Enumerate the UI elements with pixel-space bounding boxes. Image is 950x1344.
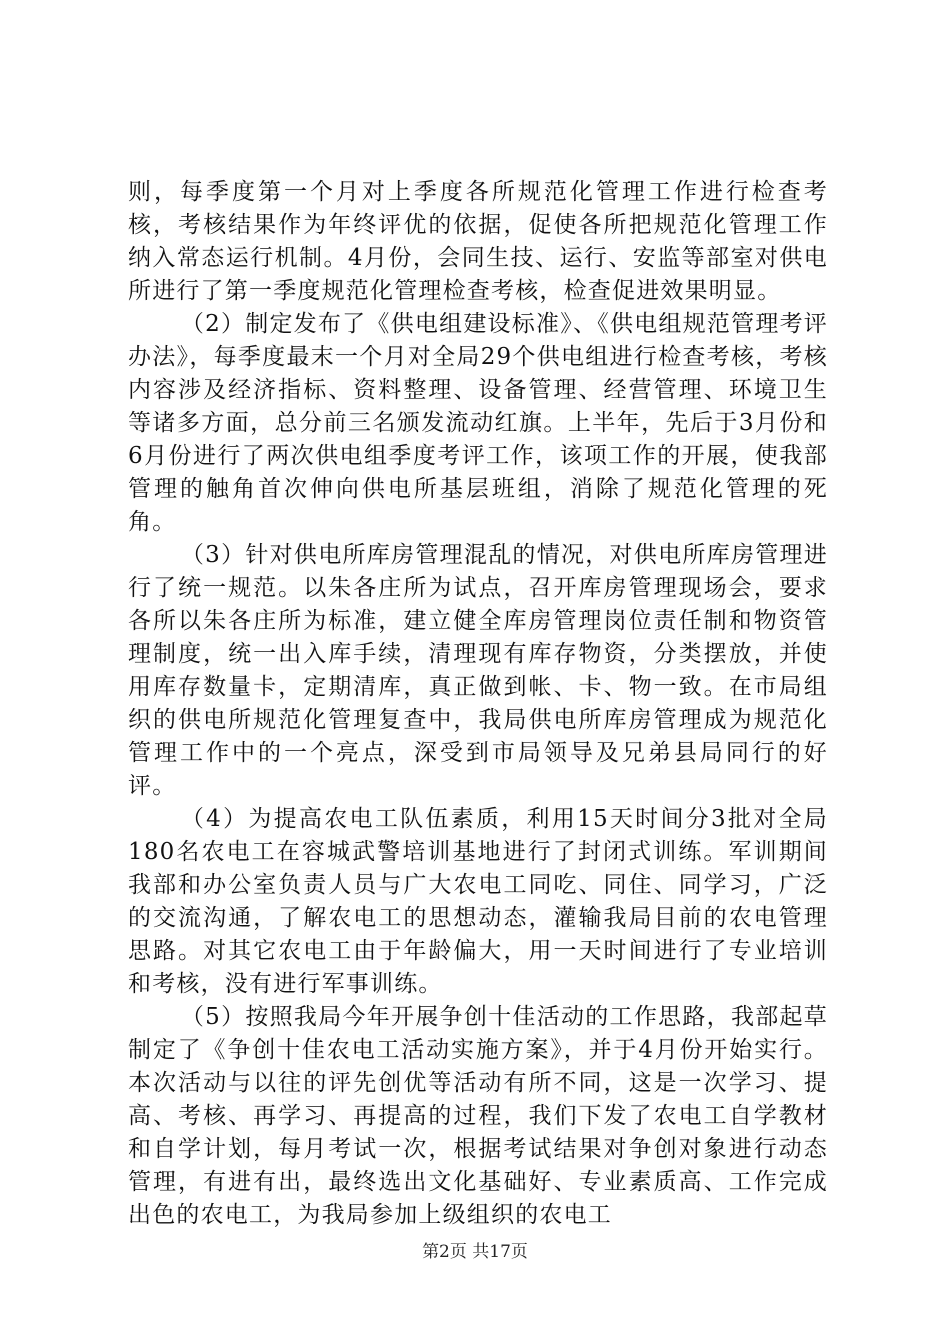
- paragraph-continuation: 则，每季度第一个月对上季度各所规范化管理工作进行检查考核，考核结果作为年终评优的依据，促使各所把规范化管理工作纳入常态运行机制。4月份，会同生技、运行、安监等部室对供电所进行了第一季度规范化管理检查考核，检查促进效果明显。: [128, 179, 828, 304]
- paragraph-item-5: （5）按照我局今年开展争创十佳活动的工作思路，我部起草制定了《争创十佳农电工活动实施方案》，并于4月份开始实行。本次活动与以往的评先创优等活动有所不同，这是一次学习、提高、考核、再学习、再提高的过程，我们下发了农电工自学教材和自学计划，每月考试一次，根据考试结果对争创对象进行动态管理，有进有出，最终选出文化基础好、专业素质高、工作完成出色的农电工，为我局参加上级组织的农电工: [128, 1004, 828, 1228]
- paragraph-item-3: （3）针对供电所库房管理混乱的情况，对供电所库房管理进行了统一规范。以朱各庄所为试点，召开库房管理现场会，要求各所以朱各庄所为标准，建立健全库房管理岗位责任制和物资管理制度，统一出入库手续，清理现有库存物资，分类摆放，并使用库存数量卡，定期清库，真正做到帐、卡、物一致。在市局组织的供电所规范化管理复查中，我局供电所库房管理成为规范化管理工作中的一个亮点，深受到市局领导及兄弟县局同行的好评。: [128, 542, 828, 799]
- document-body: [128, 176, 828, 1232]
- page-number-footer: 第2页 共17页: [422, 1242, 528, 1262]
- paragraph-item-2: （2）制定发布了《供电组建设标准》、《供电组规范管理考评办法》，每季度最末一个月对全局29个供电组进行检查考核，考核内容涉及经济指标、资料整理、设备管理、经营管理、环境卫生等诸多方面，总分前三名颁发流动红旗。上半年，先后于3月份和6月份进行了两次供电组季度考评工作，该项工作的开展，使我部管理的触角首次伸向供电所基层班组，消除了规范化管理的死角。: [128, 311, 828, 535]
- paragraph-item-4: （4）为提高农电工队伍素质，利用15天时间分3批对全局180名农电工在容城武警培训基地进行了封闭式训练。军训期间我部和办公室负责人员与广大农电工同吃、同住、同学习，广泛的交流沟通，了解农电工的思想动态，灌输我局目前的农电管理思路。对其它农电工由于年龄偏大，用一天时间进行了专业培训和考核，没有进行军事训练。: [128, 806, 828, 997]
